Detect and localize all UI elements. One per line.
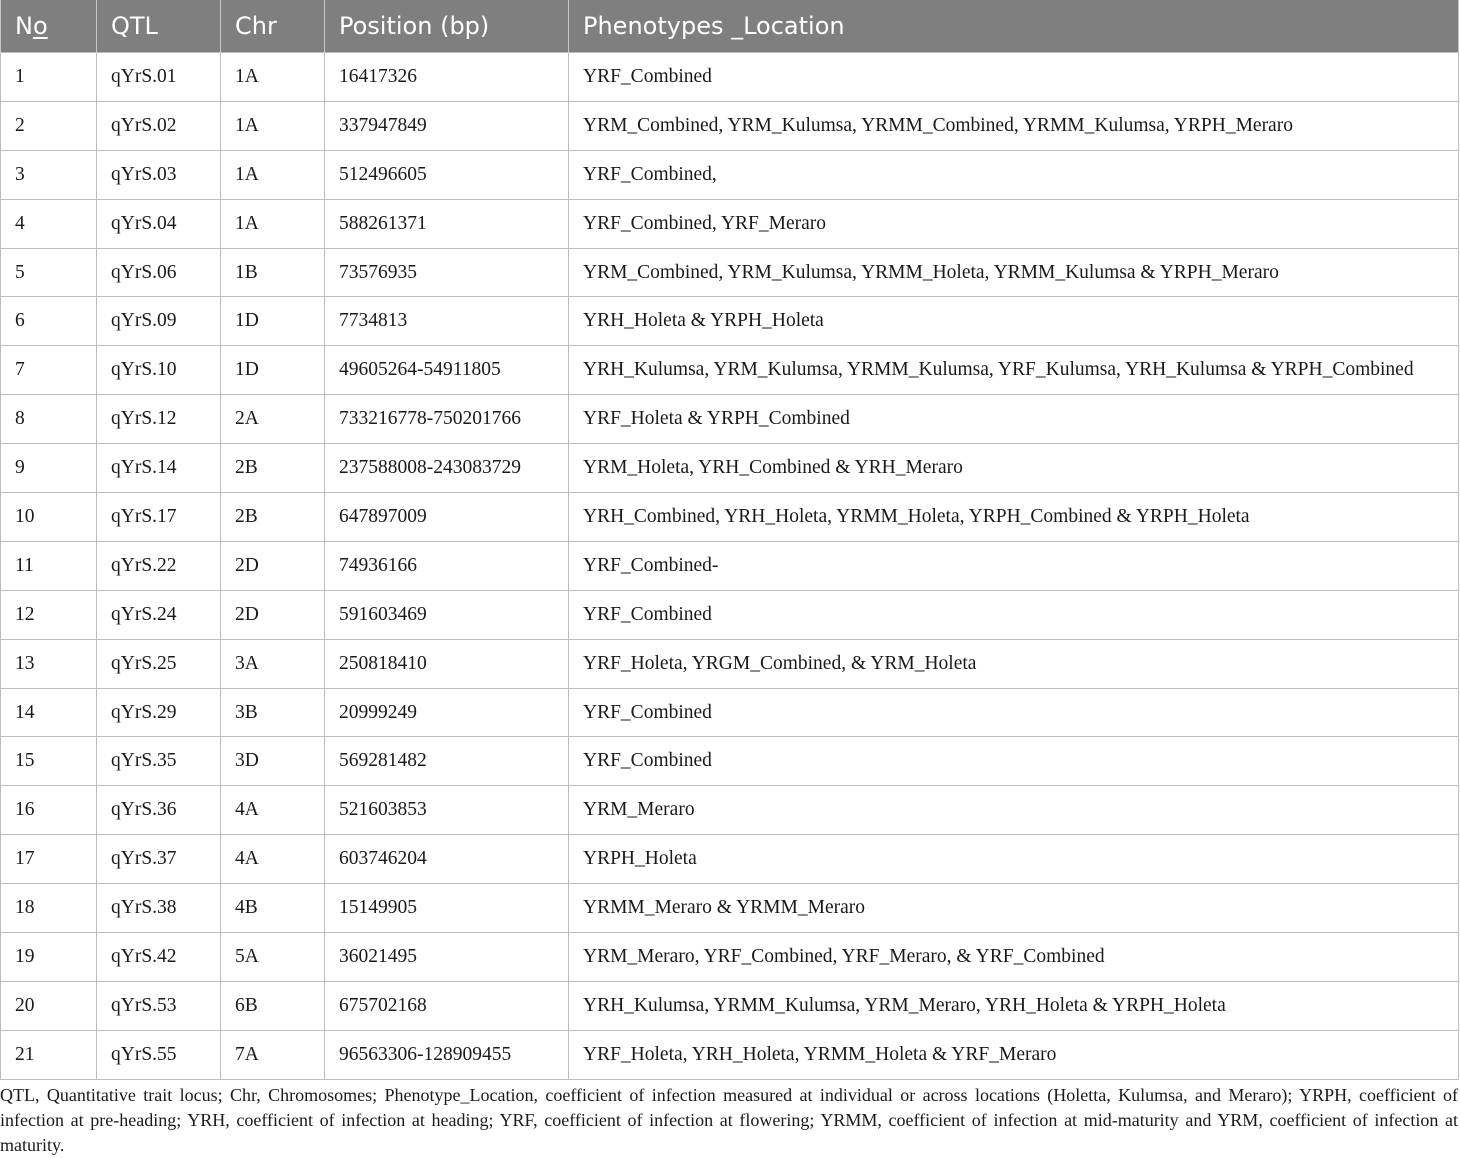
cell-chr: 3A [221, 639, 325, 688]
table-row [1, 395, 1459, 444]
cell-chr: 1A [221, 199, 325, 248]
cell-position: 647897009 [325, 493, 569, 542]
cell-qtl: qYrS.29 [97, 688, 221, 737]
cell-no: 8 [1, 395, 97, 444]
cell-no: 11 [1, 541, 97, 590]
cell-phenotypes: YRF_Holeta, YRGM_Combined, & YRM_Holeta [569, 639, 1459, 688]
cell-phenotypes: YRM_Holeta, YRH_Combined & YRH_Meraro [569, 444, 1459, 493]
table-row [1, 248, 1459, 297]
cell-chr: 2B [221, 493, 325, 542]
cell-qtl: qYrS.25 [97, 639, 221, 688]
cell-position: 15149905 [325, 884, 569, 933]
cell-no: 10 [1, 493, 97, 542]
cell-no: 21 [1, 1030, 97, 1079]
table-row [1, 150, 1459, 199]
cell-phenotypes: YRF_Combined [569, 590, 1459, 639]
cell-chr: 6B [221, 981, 325, 1030]
cell-position: 16417326 [325, 53, 569, 102]
cell-position: 96563306-128909455 [325, 1030, 569, 1079]
table-footnote: QTL, Quantitative trait locus; Chr, Chromosomes; Phenotype_Location, coefficient of infection measured at individual or across locations (Holetta, Kulumsa, and Meraro); YRPH, coefficient of infection at pre-heading; YRH, coefficient of infection at heading; YRF, coefficient of infection at flowering; YRMM, coefficient of infection at mid-maturity and YRM, coefficient of infection at maturity. [0, 1085, 1458, 1155]
cell-position: 7734813 [325, 297, 569, 346]
cell-phenotypes: YRF_Combined- [569, 541, 1459, 590]
cell-chr: 4B [221, 884, 325, 933]
cell-phenotypes: YRM_Combined, YRM_Kulumsa, YRMM_Holeta, YRMM_Kulumsa & YRPH_Meraro [569, 248, 1459, 297]
cell-phenotypes: YRF_Combined [569, 53, 1459, 102]
cell-no: 18 [1, 884, 97, 933]
table-header [1, 0, 1459, 53]
cell-no: 1 [1, 53, 97, 102]
table-row [1, 639, 1459, 688]
cell-qtl: qYrS.10 [97, 346, 221, 395]
cell-no: 6 [1, 297, 97, 346]
cell-chr: 1D [221, 297, 325, 346]
table-row [1, 493, 1459, 542]
cell-qtl: qYrS.53 [97, 981, 221, 1030]
cell-no: 15 [1, 737, 97, 786]
cell-position: 588261371 [325, 199, 569, 248]
cell-phenotypes: YRH_Combined, YRH_Holeta, YRMM_Holeta, YRPH_Combined & YRPH_Holeta [569, 493, 1459, 542]
table-row [1, 53, 1459, 102]
cell-position: 337947849 [325, 101, 569, 150]
table-row [1, 786, 1459, 835]
cell-qtl: qYrS.14 [97, 444, 221, 493]
cell-position: 49605264-54911805 [325, 346, 569, 395]
table-row [1, 541, 1459, 590]
cell-position: 237588008-243083729 [325, 444, 569, 493]
cell-phenotypes: YRF_Combined, YRF_Meraro [569, 199, 1459, 248]
cell-phenotypes: YRH_Kulumsa, YRM_Kulumsa, YRMM_Kulumsa, YRF_Kulumsa, YRH_Kulumsa & YRPH_Combined [569, 346, 1459, 395]
cell-qtl: qYrS.42 [97, 933, 221, 982]
cell-no: 5 [1, 248, 97, 297]
cell-qtl: qYrS.04 [97, 199, 221, 248]
cell-qtl: qYrS.35 [97, 737, 221, 786]
cell-chr: 1A [221, 150, 325, 199]
cell-no: 2 [1, 101, 97, 150]
cell-no: 12 [1, 590, 97, 639]
cell-qtl: qYrS.06 [97, 248, 221, 297]
cell-no: 4 [1, 199, 97, 248]
cell-qtl: qYrS.38 [97, 884, 221, 933]
cell-no: 17 [1, 835, 97, 884]
cell-chr: 4A [221, 835, 325, 884]
cell-position: 591603469 [325, 590, 569, 639]
cell-no: 19 [1, 933, 97, 982]
cell-phenotypes: YRF_Combined, [569, 150, 1459, 199]
header-position: Position (bp) [325, 0, 569, 53]
cell-no: 14 [1, 688, 97, 737]
cell-phenotypes: YRF_Holeta, YRH_Holeta, YRMM_Holeta & YRF_Meraro [569, 1030, 1459, 1079]
cell-no: 7 [1, 346, 97, 395]
cell-chr: 2B [221, 444, 325, 493]
header-no [1, 0, 97, 53]
cell-qtl: qYrS.24 [97, 590, 221, 639]
cell-no: 9 [1, 444, 97, 493]
cell-phenotypes: YRF_Combined [569, 688, 1459, 737]
table-row [1, 884, 1459, 933]
table-row [1, 297, 1459, 346]
cell-phenotypes: YRH_Holeta & YRPH_Holeta [569, 297, 1459, 346]
cell-chr: 1B [221, 248, 325, 297]
table-row [1, 199, 1459, 248]
table-row [1, 981, 1459, 1030]
cell-position: 74936166 [325, 541, 569, 590]
cell-qtl: qYrS.55 [97, 1030, 221, 1079]
cell-no: 13 [1, 639, 97, 688]
cell-chr: 1A [221, 101, 325, 150]
cell-chr: 5A [221, 933, 325, 982]
cell-position: 521603853 [325, 786, 569, 835]
cell-qtl: qYrS.01 [97, 53, 221, 102]
header-chr: Chr [221, 0, 325, 53]
cell-phenotypes: YRH_Kulumsa, YRMM_Kulumsa, YRM_Meraro, YRH_Holeta & YRPH_Holeta [569, 981, 1459, 1030]
cell-position: 603746204 [325, 835, 569, 884]
cell-chr: 4A [221, 786, 325, 835]
table-row [1, 444, 1459, 493]
cell-chr: 1A [221, 53, 325, 102]
table-row [1, 1030, 1459, 1079]
cell-chr: 3B [221, 688, 325, 737]
cell-chr: 2D [221, 590, 325, 639]
header-qtl: QTL [97, 0, 221, 53]
cell-chr: 2A [221, 395, 325, 444]
cell-phenotypes: YRPH_Holeta [569, 835, 1459, 884]
cell-position: 512496605 [325, 150, 569, 199]
table-row [1, 835, 1459, 884]
cell-position: 250818410 [325, 639, 569, 688]
table-row [1, 688, 1459, 737]
table-row [1, 737, 1459, 786]
cell-phenotypes: YRF_Holeta & YRPH_Combined [569, 395, 1459, 444]
cell-no: 16 [1, 786, 97, 835]
cell-position: 36021495 [325, 933, 569, 982]
header-row [1, 0, 1459, 53]
cell-chr: 1D [221, 346, 325, 395]
cell-qtl: qYrS.02 [97, 101, 221, 150]
header-phenotypes: Phenotypes _Location [569, 0, 1459, 53]
cell-chr: 7A [221, 1030, 325, 1079]
table-row [1, 933, 1459, 982]
cell-no: 3 [1, 150, 97, 199]
cell-position: 20999249 [325, 688, 569, 737]
table-row [1, 101, 1459, 150]
cell-position: 569281482 [325, 737, 569, 786]
cell-qtl: qYrS.22 [97, 541, 221, 590]
cell-phenotypes: YRMM_Meraro & YRMM_Meraro [569, 884, 1459, 933]
cell-qtl: qYrS.03 [97, 150, 221, 199]
header-no-main: N [15, 12, 33, 40]
cell-qtl: qYrS.09 [97, 297, 221, 346]
cell-position: 675702168 [325, 981, 569, 1030]
table-row [1, 590, 1459, 639]
cell-qtl: qYrS.12 [97, 395, 221, 444]
cell-position: 733216778-750201766 [325, 395, 569, 444]
cell-no: 20 [1, 981, 97, 1030]
header-no-sub: o [32, 12, 48, 40]
cell-chr: 2D [221, 541, 325, 590]
cell-qtl: qYrS.37 [97, 835, 221, 884]
cell-qtl: qYrS.36 [97, 786, 221, 835]
cell-chr: 3D [221, 737, 325, 786]
cell-phenotypes: YRM_Meraro, YRF_Combined, YRF_Meraro, & YRF_Combined [569, 933, 1459, 982]
cell-phenotypes: YRF_Combined [569, 737, 1459, 786]
cell-position: 73576935 [325, 248, 569, 297]
table-body [1, 53, 1459, 1080]
table-row [1, 346, 1459, 395]
cell-qtl: qYrS.17 [97, 493, 221, 542]
cell-phenotypes: YRM_Combined, YRM_Kulumsa, YRMM_Combined, YRMM_Kulumsa, YRPH_Meraro [569, 101, 1459, 150]
cell-phenotypes: YRM_Meraro [569, 786, 1459, 835]
